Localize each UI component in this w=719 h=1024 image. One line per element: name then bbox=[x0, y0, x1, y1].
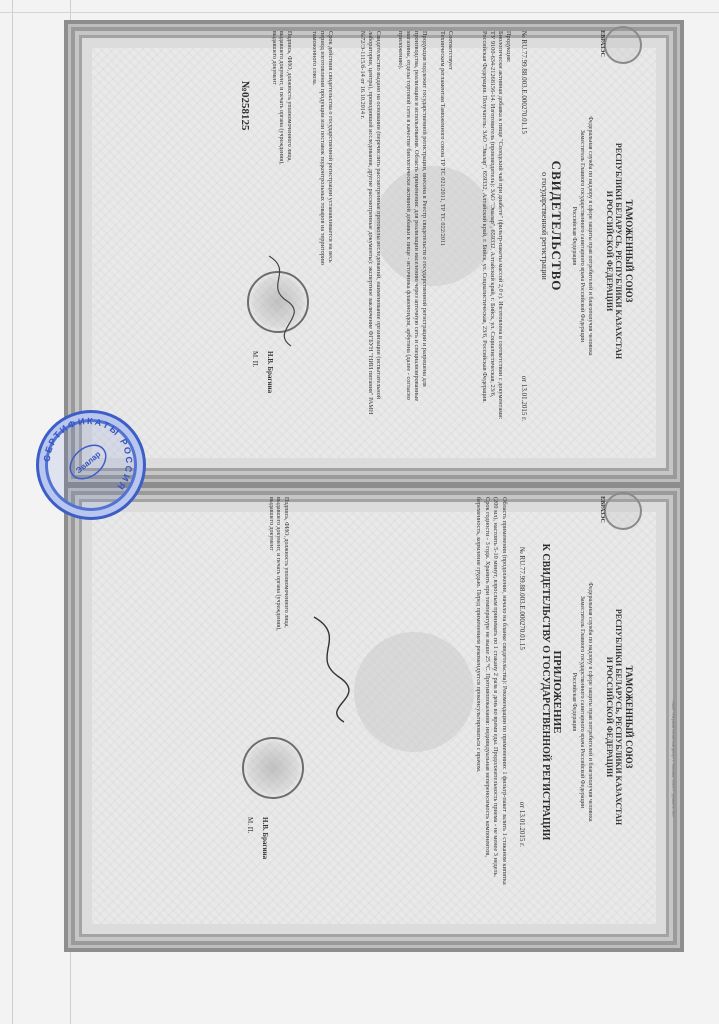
republics-line-1: РЕСПУБЛИКИ БЕЛАРУСЬ, РЕСПУБЛИКИ КАЗАХСТАН bbox=[614, 608, 623, 826]
eurasec-label: ЕВРАЗЭС bbox=[599, 496, 605, 523]
scan-edge-top bbox=[0, 12, 719, 13]
mp-label: М. П. bbox=[246, 817, 254, 834]
compliance-text: Техническим регламентам Таможенного союза ТР ТС 021/2011, ТР ТС 022/2011 bbox=[439, 31, 446, 246]
document-title: СВИДЕТЕЛЬСТВО bbox=[549, 160, 564, 292]
stamp-ring-text: СЕРТИФИКАТЫ РОССИЯ bbox=[41, 415, 135, 493]
agency-line-2: Заместитель Главного государственного санитарного врача Российской Федерации bbox=[579, 129, 585, 343]
agency-line-3: Российская Федерация bbox=[571, 672, 577, 732]
stamp-center-text: Эвалар bbox=[74, 449, 103, 476]
eurasec-watermark bbox=[354, 632, 474, 752]
agency-line-1: Федеральная служба по надзору в сфере защиты прав потребителей и благополучия человека bbox=[587, 116, 593, 356]
basis-text: Свидетельство выдано на основании (перечислить рассмотренные протоколы исследований, наименование организации (испытательной лаборатории, центра), проводившей исследования, другие рассмотренные документы): экспертное заключение ФГБУН "НИИ питания" РАМН №72/Э-1115/б-14 от 16.10.2014 г. bbox=[359, 31, 382, 415]
registration-date: от 13.01.2015 г. bbox=[518, 801, 526, 847]
eurasec-watermark bbox=[374, 166, 494, 286]
certificate-appendix bbox=[64, 484, 684, 952]
signature-scribble bbox=[259, 251, 299, 351]
certificate-appendix-content bbox=[94, 487, 654, 897]
product-description: Биологически активная добавка к пище "Солодский чай при диабете" (фильтр-пакеты массой 2,0 г). Изготовлена в соответствии с документами: ТУ 9100-634-21268156-14. Изготовитель (производитель): ЗАО "Эвалар", 659332, Алтайский край, г. Бийск, ул. Социалистическая, 23/6, Российская Федерация. Получатель: ЗАО "Эвалар", 659332, Алтайский край, г. Бийск, ул. Социалистическая, 23/6, Российская Федерация. bbox=[481, 31, 504, 420]
agency-line-3: Российская Федерация bbox=[571, 206, 577, 266]
eurasec-emblem bbox=[604, 26, 642, 64]
signature-caption: Подпись, ФИО, должность уполномоченного лица, выдавшего документ, и печать органа (учреждения), выдавшего документ bbox=[271, 31, 292, 165]
document-subtitle: о государственной регистрации bbox=[540, 172, 549, 280]
union-title: ТАМОЖЕННЫЙ СОЮЗ bbox=[624, 665, 634, 769]
appendix-body-text: Область применения (продолжение, начало на бланке свидетельства): Рекомендации по применению: 1 фильтр-пакет залить 1 стаканом кипятка (200 мл), настоять 5-10 минут, взрослым принимать по 1 стакану 2 раза в день во время еды. Продолжительность приема - не менее 3 недель. Срок годности - 3 года. Хранить при температуре не выше 25 °С. Противопоказания: индивидуальная непереносимость компонентов, беременность, кормление грудью. Перед применением рекомендуется проконсультироваться с врачом. bbox=[475, 497, 508, 885]
agency-line-2: Заместитель Главного государственного санитарного врача Российской Федерации bbox=[579, 595, 585, 809]
appendix-subtitle: К СВИДЕТЕЛЬСТВУ О ГОСУДАРСТВЕННОЙ РЕГИСТРАЦИИ bbox=[540, 543, 551, 841]
compliance-label: Соответствует bbox=[447, 31, 454, 70]
official-seal bbox=[242, 737, 304, 799]
svg-text:СЕРТИФИКАТЫ РОССИЯ bbox=[42, 416, 134, 493]
serial-number: №0258125 bbox=[239, 81, 251, 131]
registration-date: от 13.01.2015 г. bbox=[520, 375, 528, 421]
signature-caption: Подпись, ФИО, должность уполномоченного лица, выдавшего документ, и печать органа (учреждения), выдавшего документ bbox=[268, 497, 289, 631]
validity-text: Срок действия свидетельства о государственной регистрации устанавливается на весь период изготовления продукции или поставок подконтрольных товаров на территорию таможенного союза. bbox=[311, 31, 334, 265]
eurasec-label: ЕВРАЗЭС bbox=[599, 30, 605, 57]
certificate-main bbox=[64, 20, 684, 486]
registration-number: № RU.77.99.88.003.E.000270.01.15 bbox=[518, 547, 526, 650]
mp-label: М. П. bbox=[251, 351, 259, 368]
registration-number: № RU.77.99.88.003.E.000270.01.15 bbox=[520, 31, 528, 134]
product-label: Продукция: bbox=[505, 31, 512, 63]
certificate-main-content bbox=[94, 21, 654, 431]
signature-scribble bbox=[304, 607, 354, 727]
appendix-title: ПРИЛОЖЕНИЕ bbox=[551, 650, 563, 734]
stamp-ring bbox=[36, 410, 140, 514]
union-title: ТАМОЖЕННЫЙ СОЮЗ bbox=[624, 199, 634, 303]
republics-line-2: И РОССИЙСКОЙ ФЕДЕРАЦИИ bbox=[605, 656, 614, 778]
printer-note: «ЗАО «Первый печатный двор» г. Москва, 2013 г., уровень «Б» bbox=[671, 700, 676, 817]
republics-line-2: И РОССИЙСКОЙ ФЕДЕРАЦИИ bbox=[605, 190, 614, 312]
scan-edge-left bbox=[12, 0, 13, 1024]
eurasec-emblem bbox=[604, 492, 642, 530]
agency-line-1: Федеральная служба по надзору в сфере защиты прав потребителей и благополучия человека bbox=[587, 582, 593, 822]
usage-text: Продукция подлежит государственной регистрации, внесена в Реестр свидетельств о государственной регистрации и разрешена для производства, реализации и использования. Область применения: для реализации населению через аптечную сеть и специализированные магазины, отделы торговой сети в качестве биологически активной добавки к пище - источника флавоноидов, арбутина (далее - согласно приложению). bbox=[397, 31, 428, 402]
republics-line-1: РЕСПУБЛИКИ БЕЛАРУСЬ, РЕСПУБЛИКИ КАЗАХСТАН bbox=[614, 142, 623, 360]
signer-name: Н.В. Брагина bbox=[266, 351, 274, 394]
signer-name: Н.В. Брагина bbox=[261, 817, 269, 860]
company-blue-stamp bbox=[36, 410, 146, 520]
